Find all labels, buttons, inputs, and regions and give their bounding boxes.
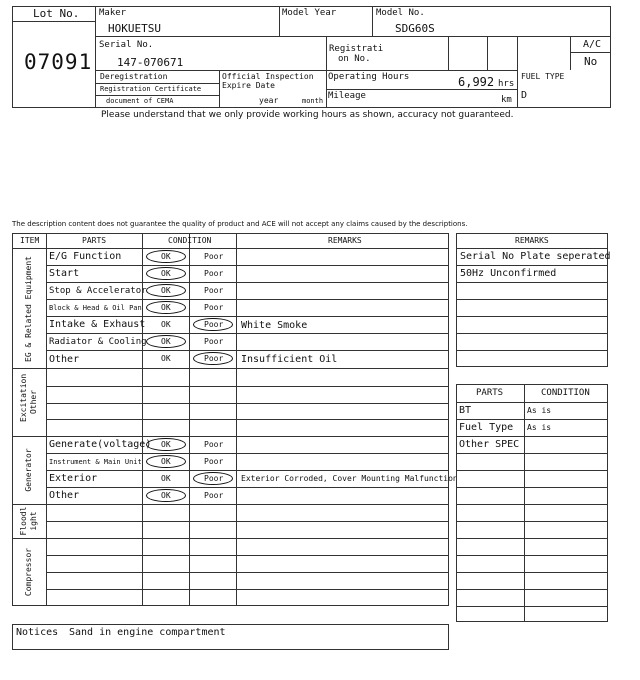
eg-part-start: Start (49, 268, 80, 279)
circle-mark (146, 301, 186, 314)
ac-label: A/C (583, 39, 602, 50)
col-header-remarks: REMARKS (328, 236, 362, 245)
spec-part: Other SPEC (459, 439, 520, 450)
condition-ok: OK (161, 354, 171, 363)
operating-hours-label: Operating Hours (328, 72, 410, 82)
serial-label: Serial No. (99, 40, 154, 50)
section-label-generator: Generator (24, 448, 33, 492)
condition-ok: OK (161, 252, 171, 261)
fuel-type-value: D (521, 90, 528, 101)
circle-mark (146, 489, 186, 502)
registration-label-2: on No. (338, 54, 371, 64)
maker-label: Maker (99, 8, 127, 18)
disclaimer-text: The description content does not guarantee the quality of product and ACE will not accept any claims caused by the descriptions. (12, 220, 468, 228)
eg-part-other: Other (49, 354, 80, 365)
condition-ok: OK (161, 337, 171, 346)
condition-poor: Poor (204, 440, 224, 449)
hrs-unit: hrs (498, 79, 515, 89)
condition-poor: Poor (204, 252, 224, 261)
km-unit: km (501, 95, 512, 105)
condition-poor: Poor (204, 474, 224, 483)
condition-ok: OK (161, 303, 171, 312)
gen-part-other: Other (49, 490, 80, 501)
eg-remark-other: Insufficient Oil (241, 354, 338, 365)
eg-part-block-head-oilpan: Block & Head & Oil Pan (49, 304, 142, 312)
condition-ok: OK (161, 457, 171, 466)
model-no-label: Model No. (376, 8, 425, 18)
eg-part-eg-function: E/G Function (49, 251, 122, 262)
gen-part-voltage: Generate(voltage) (49, 439, 152, 450)
circle-mark (146, 438, 186, 451)
condition-poor: Poor (204, 286, 224, 295)
condition-poor: Poor (204, 303, 224, 312)
spec-part: Fuel Type (459, 422, 514, 433)
section-label-excitation: Excitation Other (19, 373, 38, 422)
registration-certificate-label: Registration Certificate (100, 85, 202, 93)
condition-poor: Poor (204, 491, 224, 500)
notices-text: Sand in engine compartment (69, 627, 226, 638)
circle-mark (193, 472, 233, 485)
section-label-compressor: Compressor (24, 547, 33, 597)
condition-ok: OK (161, 320, 171, 329)
condition-ok: OK (161, 269, 171, 278)
condition-ok: OK (161, 286, 171, 295)
fuel-type-label: FUEL TYPE (521, 72, 565, 81)
condition-ok: OK (161, 440, 171, 449)
mileage-label: Mileage (328, 91, 366, 101)
deregistration-label: Deregistration (100, 72, 168, 81)
parts-panel-header-condition: CONDITION (541, 388, 590, 398)
lot-number: 07091 (24, 50, 93, 74)
circle-mark (146, 455, 186, 468)
cema-label: document of CEMA (106, 97, 174, 105)
expire-date-label: Expire Date (222, 81, 275, 90)
model-year-label: Model Year (282, 8, 337, 18)
notices-label: Notices (16, 627, 59, 638)
hours-accuracy-note: Please understand that we only provide working hours as shown, accuracy not guaranteed. (101, 110, 514, 120)
registration-label-1: Registrati (329, 44, 384, 54)
condition-ok: OK (161, 474, 171, 483)
condition-poor: Poor (204, 457, 224, 466)
condition-poor: Poor (204, 269, 224, 278)
condition-poor: Poor (204, 320, 224, 329)
section-label-eg: EG & Related Equipment (24, 256, 33, 362)
maker-value: HOKUETSU (108, 22, 161, 35)
ac-value: No (584, 55, 598, 68)
serial-value: 147-070671 (117, 56, 184, 69)
circle-mark (193, 352, 233, 365)
gen-remark-exterior: Exterior Corroded, Cover Mounting Malfunction (241, 474, 458, 483)
condition-poor: Poor (204, 337, 224, 346)
year-label: year (259, 96, 279, 105)
spec-condition: As is (527, 423, 552, 432)
circle-mark (146, 250, 186, 263)
col-header-item: ITEM (20, 236, 40, 245)
spec-condition: As is (527, 406, 552, 415)
official-inspection-label: Official Inspection (222, 72, 314, 81)
condition-poor: Poor (204, 354, 224, 363)
spec-part: BT (459, 405, 472, 416)
circle-mark (146, 284, 186, 297)
remark-line: Serial No Plate seperated (460, 251, 611, 262)
col-header-condition: CONDITION (168, 236, 212, 245)
eg-part-radiator-cooling: Radiator & Cooling (49, 337, 147, 347)
gen-part-instrument: Instrument & Main Unit (49, 458, 142, 466)
model-no-value: SDG60S (395, 22, 435, 35)
section-label-floodlight: Floodl ight (19, 506, 38, 536)
remark-line: 50Hz Unconfirmed (460, 268, 557, 279)
gen-part-exterior: Exterior (49, 473, 98, 484)
eg-remark-intake: White Smoke (241, 320, 308, 331)
circle-mark (193, 318, 233, 331)
circle-mark (146, 267, 186, 280)
month-label: month (302, 97, 324, 105)
operating-hours-value: 6,992 (458, 75, 495, 89)
condition-ok: OK (161, 491, 171, 500)
circle-mark (146, 335, 186, 348)
remarks-panel-header: REMARKS (515, 236, 549, 245)
col-header-parts: PARTS (82, 236, 107, 245)
lot-label: Lot No. (33, 7, 80, 20)
eg-part-intake-exhaust: Intake & Exhaust (49, 319, 146, 330)
eg-part-stop-accelerator: Stop & Accelerator (49, 286, 147, 296)
parts-panel-header-parts: PARTS (476, 388, 504, 398)
